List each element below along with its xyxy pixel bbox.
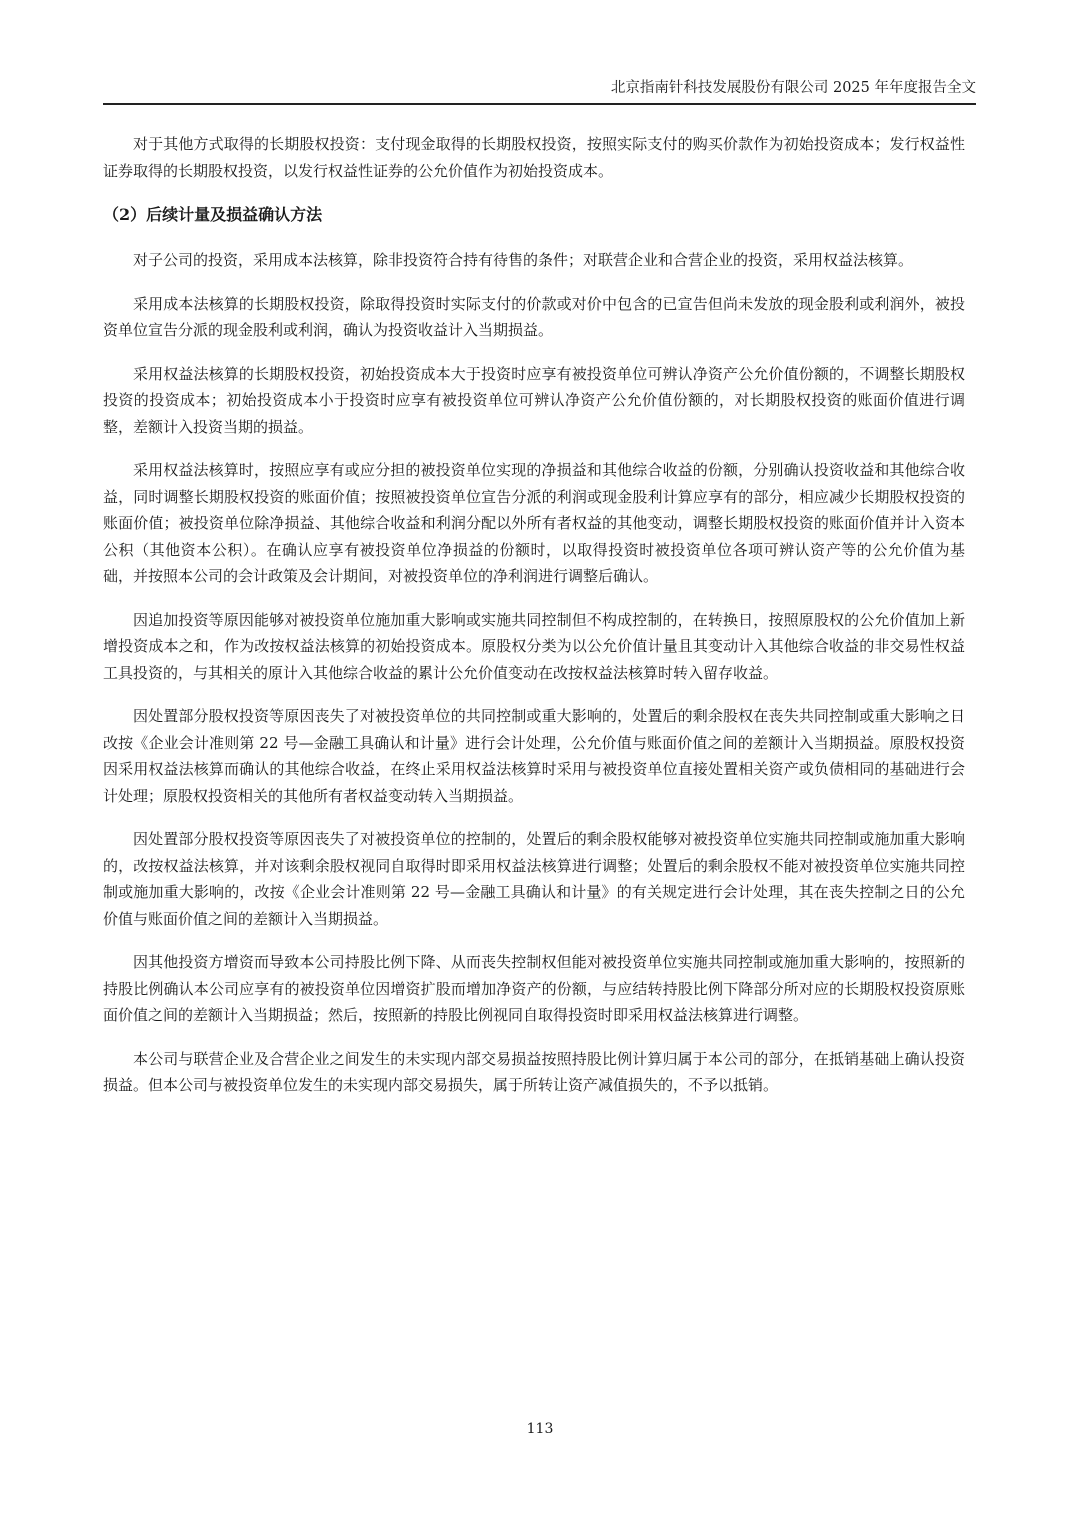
paragraph-unrealized-gains: 本公司与联营企业及合营企业之间发生的未实现内部交易损益按照持股比例计算归属于本公司的部分，在抵销基础上确认投资损益。但本公司与被投资单位发生的未实现内部交易损失，属于所转让资产减值损失的，不予以抵销。 bbox=[103, 1049, 965, 1094]
paragraph-partial-disposal-control: 因处置部分股权投资等原因丧失了对被投资单位的控制的，处置后的剩余股权能够对被投资单位实施共同控制或施加重大影响的，改按权益法核算，并对该剩余股权视同自取得时即采用权益法核算进行调整；处置后的剩余股权不能对被投资单位实施共同控制或施加重大影响的，改按《企业会计准则第 22 号—金融工具确认和计量》的有关规定进行会计处理，其在丧失控制之日的公允价值与账面价值之间的差额计入当期损益。 bbox=[103, 830, 965, 928]
paragraph-other-acquisition: 对于其他方式取得的长期股权投资：支付现金取得的长期股权投资，按照实际支付的购买价款作为初始投资成本；发行权益性证券取得的长期股权投资，以发行权益性证券的公允价值作为初始投资成本。 bbox=[103, 135, 965, 180]
document-body bbox=[103, 131, 965, 1116]
header-title: 北京指南针科技发展股份有限公司 2025 年年度报告全文 bbox=[610, 80, 976, 96]
page-header bbox=[103, 70, 976, 105]
paragraph-additional-investment: 因追加投资等原因能够对被投资单位施加重大影响或实施共同控制但不构成控制的，在转换日，按照原股权的公允价值加上新增投资成本之和，作为改按权益法核算的初始投资成本。原股权分类为以公允价值计量且其变动计入其他综合收益的非交易性权益工具投资的，与其相关的原计入其他综合收益的累计公允价值变动在改按权益法核算时转入留存收益。 bbox=[103, 610, 965, 682]
paragraph-subsidiary-investment: 对子公司的投资，采用成本法核算，除非投资符合持有待售的条件；对联营企业和合营企业的投资，采用权益法核算。 bbox=[133, 251, 914, 269]
page-number: 113 bbox=[526, 1421, 554, 1437]
paragraph-equity-method-initial: 采用权益法核算的长期股权投资，初始投资成本大于投资时应享有被投资单位可辨认净资产公允价值份额的，不调整长期股权投资的投资成本；初始投资成本小于投资时应享有被投资单位可辨认净资产公允价值份额的，对长期股权投资的账面价值进行调整，差额计入投资当期的损益。 bbox=[103, 364, 965, 436]
paragraph-dilution: 因其他投资方增资而导致本公司持股比例下降、从而丧失控制权但能对被投资单位实施共同控制或施加重大影响的，按照新的持股比例确认本公司应享有的被投资单位因增资扩股而增加净资产的份额，与应结转持股比例下降部分所对应的长期股权投资原账面价值之间的差额计入当期损益；然后，按照新的持股比例视同自取得投资时即采用权益法核算进行调整。 bbox=[103, 953, 965, 1024]
paragraph-equity-method-accounting: 采用权益法核算时，按照应享有或应分担的被投资单位实现的净损益和其他综合收益的份额，分别确认投资收益和其他综合收益，同时调整长期股权投资的账面价值；按照被投资单位宣告分派的利润或现金股利计算应享有的部分，相应减少长期股权投资的账面价值；被投资单位除净损益、其他综合收益和利润分配以外所有者权益的其他变动，调整长期股权投资的账面价值并计入资本公积（其他资本公积）。在确认应享有被投资单位净损益的份额时，以取得投资时被投资单位各项可辨认资产等的公允价值为基础，并按照本公司的会计政策及会计期间，对被投资单位的净利润进行调整后确认。 bbox=[103, 461, 965, 585]
paragraph-cost-method: 采用成本法核算的长期股权投资，除取得投资时实际支付的价款或对价中包含的已宣告但尚未发放的现金股利或利润外，被投资单位宣告分派的现金股利或利润，确认为投资收益计入当期损益。 bbox=[103, 294, 965, 339]
section-title: （2）后续计量及损益确认方法 bbox=[103, 205, 323, 224]
paragraph-partial-disposal-influence: 因处置部分股权投资等原因丧失了对被投资单位的共同控制或重大影响的，处置后的剩余股权在丧失共同控制或重大影响之日改按《企业会计准则第 22 号—金融工具确认和计量》进行会计处理，公允价值与账面价值之间的差额计入当期损益。原股权投资因采用权益法核算而确认的其他综合收益，在终止采用权益法核算时采用与被投资单位直接处置相关资产或负债相同的基础进行会计处理；原股权投资相关的其他所有者权益变动转入当期损益。 bbox=[103, 707, 965, 805]
